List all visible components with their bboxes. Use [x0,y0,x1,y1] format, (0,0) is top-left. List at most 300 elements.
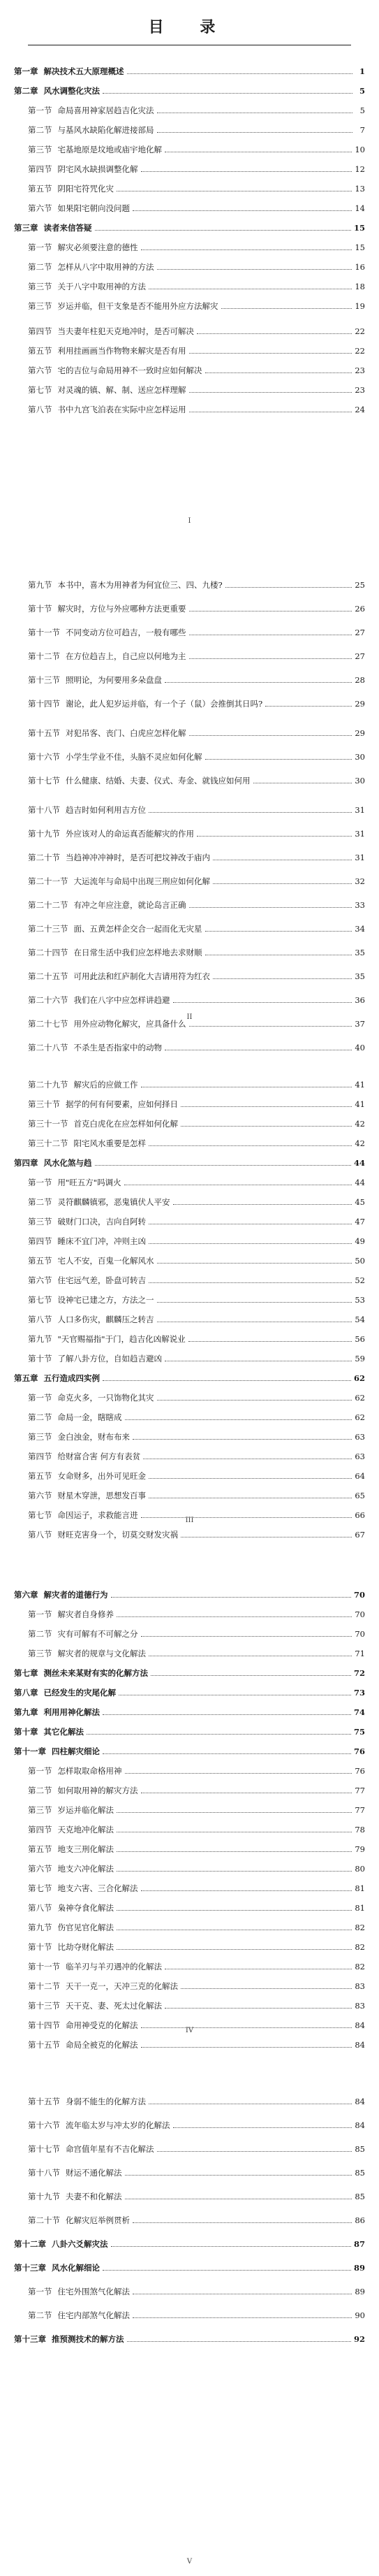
section-entry[interactable] [28,876,365,886]
entry-number: 第三章 [14,223,38,233]
entry-number: 第十八节 [28,2168,60,2178]
entry-number: 第十一节 [28,628,60,637]
entry-title: 首克白虎化在应怎样如何化解 [73,1119,178,1129]
entry-page-number: 89 [353,2263,365,2273]
section-entry[interactable] [28,366,365,375]
entry-page-number: 31 [355,829,365,839]
section-entry[interactable] [28,628,365,637]
section-entry[interactable] [28,1197,365,1207]
entry-number: 第十三节 [28,675,60,685]
entry-number: 第十七节 [28,776,60,786]
entry-title: 怎样从八字中取用神的方法 [57,262,154,272]
entry-number: 第二十一节 [28,876,68,886]
entry-page-number: 62 [355,1412,365,1422]
entry-page-number: 83 [355,2001,365,2011]
entry-title: 书中九宫飞泊表在实际中应怎样运用 [57,405,186,414]
dot-leader [117,1616,352,1617]
section-entry[interactable] [28,604,365,614]
entry-title: 小学生学业不佳，头脑不灵应如何化解 [66,752,202,762]
entry-number: 第一章 [14,66,38,76]
section-entry[interactable] [28,1805,365,1815]
section-entry[interactable] [28,995,365,1005]
section-entry[interactable] [28,2192,365,2201]
entry-page-number: 80 [355,1864,365,1874]
entry-title: 解灾后的应做工作 [73,1080,138,1090]
entry-number: 第四节 [28,1236,52,1246]
entry-title: 在方位趋吉上，自己应以何地为主 [66,651,186,661]
section-entry[interactable] [28,1942,365,1952]
dot-leader [133,1439,352,1440]
entry-title: 当夫妻年柱犯天克地冲时，是否可解决 [57,326,194,336]
chapter-entry[interactable] [14,1727,365,1737]
section-entry[interactable] [28,1471,365,1481]
entry-number: 第三节 [28,1217,52,1227]
entry-title: 照明论，为何要用多朵盘盘 [66,675,162,685]
dot-leader [225,587,352,588]
entry-page-number: 76 [353,1746,365,1756]
section-entry[interactable] [28,1864,365,1874]
entry-title: 外应该对人的命运真否能解灾的作用 [66,829,194,839]
section-entry[interactable] [28,924,365,934]
entry-title: 住宅外围煞气化解法 [57,2287,130,2296]
section-entry[interactable] [28,1315,365,1324]
entry-page-number: 85 [355,2168,365,2178]
entry-page-number: 29 [355,728,365,738]
chapter-entry[interactable] [14,1373,365,1383]
section-entry[interactable] [28,1334,365,1344]
dot-leader [103,2270,351,2271]
entry-page-number: 64 [355,1471,365,1481]
entry-number: 第三节 [28,1649,52,1658]
entry-page-number: 56 [355,1334,365,1344]
entry-title: 可用此法和红庐制化大吉请用符为红衣 [73,971,210,981]
section-entry[interactable] [28,900,365,910]
entry-title: 解灾者的道德行为 [43,1590,108,1600]
section-entry[interactable] [28,184,365,194]
section-entry[interactable] [28,346,365,356]
section-entry[interactable] [28,106,365,115]
entry-page-number: 81 [355,1883,365,1893]
dot-leader [117,1812,352,1813]
entry-title: 解灾者自身修养 [57,1609,114,1619]
entry-number: 第二节 [28,2310,52,2320]
dot-leader [149,1282,352,1283]
section-entry[interactable] [28,1981,365,1991]
entry-page-number: 89 [355,2287,365,2296]
entry-title: 趋吉时如何利用吉方位 [66,805,146,815]
entry-number: 第一节 [28,243,52,252]
dot-leader [103,1753,351,1754]
section-entry[interactable] [28,385,365,395]
entry-title: 命局一金，瞎瞎成 [57,1412,122,1422]
entry-page-number: 44 [355,1178,365,1187]
dot-leader [205,372,352,373]
entry-title: 天干克、妻、死太过化解法 [66,2001,162,2011]
dot-leader [133,210,352,211]
section-entry[interactable] [28,1609,365,1619]
section-entry[interactable] [28,1452,365,1461]
entry-page-number: 12 [355,164,365,174]
entry-number: 第十三章 [14,2263,46,2273]
section-entry[interactable] [28,145,365,154]
entry-page-number: 73 [353,1688,365,1698]
entry-page-number: 84 [355,2020,365,2030]
dot-leader [173,1002,352,1003]
entry-number: 第四节 [28,164,52,174]
dot-leader [133,2317,352,2318]
entry-title: 用"旺五方"吗调火 [57,1178,121,1187]
section-entry[interactable] [28,1138,365,1148]
section-entry[interactable] [28,1844,365,1854]
entry-page-number: 44 [353,1158,365,1168]
entry-page-number: 63 [355,1432,365,1442]
entry-number: 第三十节 [28,1099,60,1109]
dot-leader [125,2175,352,2176]
section-entry[interactable] [28,301,365,311]
section-entry[interactable] [28,405,365,414]
chapter-entry[interactable] [14,1688,365,1698]
section-entry[interactable] [28,1923,365,1932]
section-entry[interactable] [28,326,365,336]
dot-leader [95,1165,351,1166]
entry-number: 第四章 [14,1158,38,1168]
entry-page-number: 77 [355,1786,365,1795]
entry-title: 住宅远气差，卧盘可转吉 [57,1275,146,1285]
section-entry[interactable] [28,2310,365,2320]
section-entry[interactable] [28,651,365,661]
entry-title: 不同变动方位可趋吉，一般有哪些 [66,628,186,637]
entry-title: 面、五黄怎样企交合一起而化无灾星 [73,924,202,934]
entry-page-number: 45 [355,1197,365,1207]
entry-number: 第一节 [28,2287,52,2296]
dot-leader [111,1597,351,1598]
chapter-entry[interactable] [14,1746,365,1756]
dot-leader [103,1714,351,1715]
section-entry[interactable] [28,971,365,981]
section-entry[interactable] [28,1178,365,1187]
entry-title: 解灾者的规章与文化解法 [57,1649,146,1658]
chapter-entry[interactable] [14,1668,365,1678]
entry-number: 第一节 [28,1609,52,1619]
dot-leader [149,1478,352,1479]
entry-number: 第二十九节 [28,1080,68,1090]
dot-leader [117,1910,352,1911]
entry-page-number: 30 [355,776,365,786]
entry-title: 风水化煞与趋 [43,1158,92,1168]
section-entry[interactable] [28,1962,365,1971]
entry-number: 第一节 [28,106,52,115]
entry-number: 第十四节 [28,699,60,709]
entry-number: 第八节 [28,1315,52,1324]
chapter-entry[interactable] [14,2239,365,2249]
entry-title: 我们在八字中应怎样讲趋避 [73,995,170,1005]
entry-page-number: 71 [355,1649,365,1658]
entry-page-number: 52 [355,1275,365,1285]
entry-page-number: 22 [355,346,365,356]
entry-number: 第三节 [28,1432,52,1442]
entry-number: 第二节 [28,1629,52,1639]
entry-title: 八卦六爻解灾法 [52,2239,108,2249]
entry-page-number: 86 [355,2215,365,2225]
page-number-marker: I [188,517,191,525]
entry-title: 流年临太岁与冲太岁的化解法 [66,2120,170,2130]
section-entry[interactable] [28,1393,365,1403]
entry-title: 据学的何有何要素，应如何择日 [66,1099,178,1109]
entry-title: 地支三刑化解法 [57,1844,114,1854]
entry-number: 第十六节 [28,2120,60,2130]
entry-page-number: 16 [355,262,365,272]
entry-page-number: 31 [355,853,365,862]
entry-page-number: 85 [355,2144,365,2154]
entry-title: 阴宅风水缺损调整化解 [57,164,138,174]
entry-page-number: 59 [355,1354,365,1363]
entry-title: 不杀生是否指家中的动物 [73,1043,162,1052]
entry-title: 财旺克害身一个，切莫交财发灾祸 [57,1530,178,1540]
section-entry[interactable] [28,948,365,957]
entry-number: 第九节 [28,1923,52,1932]
section-entry[interactable] [28,2215,365,2225]
dot-leader [127,73,353,74]
entry-page-number: 19 [355,301,365,311]
dot-leader [127,2341,351,2342]
entry-title: 女命财多，出外可见旺金 [57,1471,146,1481]
entry-number: 第六节 [28,366,52,375]
section-entry[interactable] [28,1629,365,1639]
entry-number: 第十六节 [28,752,60,762]
section-entry[interactable] [28,1903,365,1913]
section-entry[interactable] [28,125,365,135]
chapter-entry[interactable] [14,2263,365,2273]
section-entry[interactable] [28,829,365,839]
section-entry[interactable] [28,2001,365,2011]
chapter-entry[interactable] [14,86,365,96]
dot-leader [189,353,352,354]
entry-number: 第十五节 [28,2097,60,2106]
entry-page-number: 29 [355,699,365,709]
dot-leader [205,931,352,932]
entry-page-number: 23 [355,385,365,395]
entry-title: 天干一克一，天冲三克的化解法 [66,1981,178,1991]
entry-number: 第十二节 [28,1981,60,1991]
dot-leader [189,392,352,393]
entry-number: 第三十二节 [28,1138,68,1148]
entry-page-number: 75 [353,1727,365,1737]
entry-page-number: 70 [355,1609,365,1619]
section-entry[interactable] [28,1119,365,1129]
page-title: 目 录 [148,18,231,36]
dot-leader [173,2127,352,2128]
entry-page-number: 49 [355,1236,365,1246]
section-entry[interactable] [28,580,365,590]
entry-number: 第九节 [28,1334,52,1344]
section-entry[interactable] [28,2168,365,2178]
entry-page-number: 62 [353,1373,365,1383]
entry-title: 化解灾厄举例贯析 [66,2215,130,2225]
entry-number: 第四节 [28,326,52,336]
section-entry[interactable] [28,1043,365,1052]
entry-page-number: 41 [355,1099,365,1109]
entry-number: 第二节 [28,125,52,135]
entry-number: 第八章 [14,1688,38,1698]
entry-page-number: 40 [355,1043,365,1052]
entry-title: 人口多伤灾，麒麟压之转吉 [57,1315,154,1324]
section-entry[interactable] [28,1236,365,1246]
entry-number: 第十七节 [28,2144,60,2154]
section-entry[interactable] [28,1217,365,1227]
entry-page-number: 81 [355,1903,365,1913]
section-entry[interactable] [28,2287,365,2296]
entry-number: 第八节 [28,1530,52,1540]
dot-leader [213,883,352,884]
section-entry[interactable] [28,164,365,174]
dot-leader [165,2008,352,2009]
entry-title: 宅的吉位与命局用神不一致时应如何解决 [57,366,202,375]
entry-title: 命克火多，一只饰物化其灾 [57,1393,154,1403]
entry-number: 第六节 [28,1491,52,1500]
entry-title: 什么健康、结婚、夫妻、仪式、寿金、就钱应如何用 [66,776,251,786]
section-entry[interactable] [28,1275,365,1285]
section-entry[interactable] [28,1825,365,1835]
section-entry[interactable] [28,728,365,738]
entry-title: 对灵魂的镇、解、制、送应怎样理解 [57,385,186,395]
dot-leader [157,2151,352,2152]
section-entry[interactable] [28,203,365,213]
entry-number: 第九章 [14,1707,38,1717]
section-entry[interactable] [28,1354,365,1363]
entry-title: 了解八卦方位，自如趋吉避凶 [57,1354,162,1363]
entry-title: 身弱不能生的化解方法 [66,2097,146,2106]
entry-page-number: 82 [355,1942,365,1952]
section-entry[interactable] [28,699,365,709]
dot-leader [111,2246,351,2247]
entry-title: 命局喜用神家居趋吉化灾法 [57,106,154,115]
entry-page-number: 5 [359,86,365,96]
entry-page-number: 85 [355,2192,365,2201]
dot-leader [265,706,352,707]
entry-number: 第五节 [28,346,52,356]
entry-title: 金白浊金，财布布来 [57,1432,130,1442]
entry-number: 第一节 [28,1393,52,1403]
entry-number: 第八节 [28,405,52,414]
chapter-entry[interactable] [14,223,365,233]
section-entry[interactable] [28,2097,365,2106]
dot-leader [173,1204,352,1205]
entry-page-number: 35 [355,948,365,957]
section-entry[interactable] [28,1786,365,1795]
chapter-entry[interactable] [14,1590,365,1600]
entry-page-number: 37 [355,1019,365,1029]
section-entry[interactable] [28,805,365,815]
entry-title: 天克地冲化解法 [57,1825,114,1835]
dot-leader [189,658,352,659]
entry-title: 风水调整化灾法 [43,86,100,96]
chapter-entry[interactable] [14,2334,365,2344]
section-entry[interactable] [28,1412,365,1422]
section-entry[interactable] [28,262,365,272]
dot-leader [165,682,352,683]
dot-leader [189,1026,352,1027]
entry-title: 设神宅已建之方，方法之一 [57,1295,154,1305]
section-entry[interactable] [28,2144,365,2154]
entry-page-number: 50 [355,1256,365,1266]
section-entry[interactable] [28,1295,365,1305]
entry-page-number: 33 [355,900,365,910]
section-entry[interactable] [28,776,365,786]
entry-title: 对犯吊客、丧门、白虎应怎样化解 [66,728,186,738]
entry-page-number: 15 [353,223,365,233]
entry-page-number: 66 [355,1510,365,1520]
section-entry[interactable] [28,1491,365,1500]
entry-page-number: 47 [355,1217,365,1227]
section-entry[interactable] [28,2040,365,2050]
entry-title: 风水化解细论 [52,2263,100,2273]
entry-page-number: 25 [355,580,365,590]
dot-leader [133,2222,352,2223]
section-entry[interactable] [28,853,365,862]
dot-leader [103,1380,351,1381]
entry-page-number: 63 [355,1452,365,1461]
entry-page-number: 35 [355,971,365,981]
entry-number: 第七节 [28,1510,52,1520]
section-entry[interactable] [28,1256,365,1266]
section-entry[interactable] [28,1530,365,1540]
section-entry[interactable] [28,1649,365,1658]
entry-title: 其它化解法 [43,1727,84,1737]
chapter-entry[interactable] [14,66,365,76]
chapter-entry[interactable] [14,1707,365,1717]
entry-page-number: 28 [355,675,365,685]
section-entry[interactable] [28,1432,365,1442]
entry-title: 命因运子，求救能言进 [57,1510,138,1520]
entry-page-number: 34 [355,924,365,934]
dot-leader [189,907,352,908]
chapter-entry[interactable] [14,1158,365,1168]
entry-number: 第二十节 [28,853,60,862]
entry-title: 测丝未来某财有实的化解方法 [43,1668,148,1678]
dot-leader [157,1400,352,1401]
section-entry[interactable] [28,2120,365,2130]
section-entry[interactable] [28,675,365,685]
entry-number: 第五节 [28,1256,52,1266]
entry-page-number: 72 [353,1668,365,1678]
entry-title: 阳宅风水重要是怎样 [73,1138,146,1148]
dot-leader [141,1890,352,1891]
entry-number: 第二十二节 [28,900,68,910]
entry-number: 第十五节 [28,728,60,738]
entry-number: 第七节 [28,1883,52,1893]
section-entry[interactable] [28,1080,365,1090]
entry-number: 第十四节 [28,2020,60,2030]
entry-title: 财运不通化解法 [66,2168,122,2178]
dot-leader [197,333,352,334]
section-entry[interactable] [28,752,365,762]
entry-number: 第十五节 [28,2040,60,2050]
entry-title: 地支六害、三合化解法 [57,1883,138,1893]
dot-leader [188,1341,352,1342]
entry-title: 灾有可解有不可解之分 [57,1629,138,1639]
entry-page-number: 10 [355,145,365,154]
section-entry[interactable] [28,1099,365,1109]
dot-leader [149,1145,352,1146]
entry-number: 第三节 [28,301,52,311]
entry-page-number: 30 [355,752,365,762]
section-entry[interactable] [28,282,365,291]
section-entry[interactable] [28,243,365,252]
entry-page-number: 41 [355,1080,365,1090]
entry-page-number: 5 [359,106,365,115]
section-entry[interactable] [28,1883,365,1893]
section-entry[interactable] [28,1766,365,1776]
